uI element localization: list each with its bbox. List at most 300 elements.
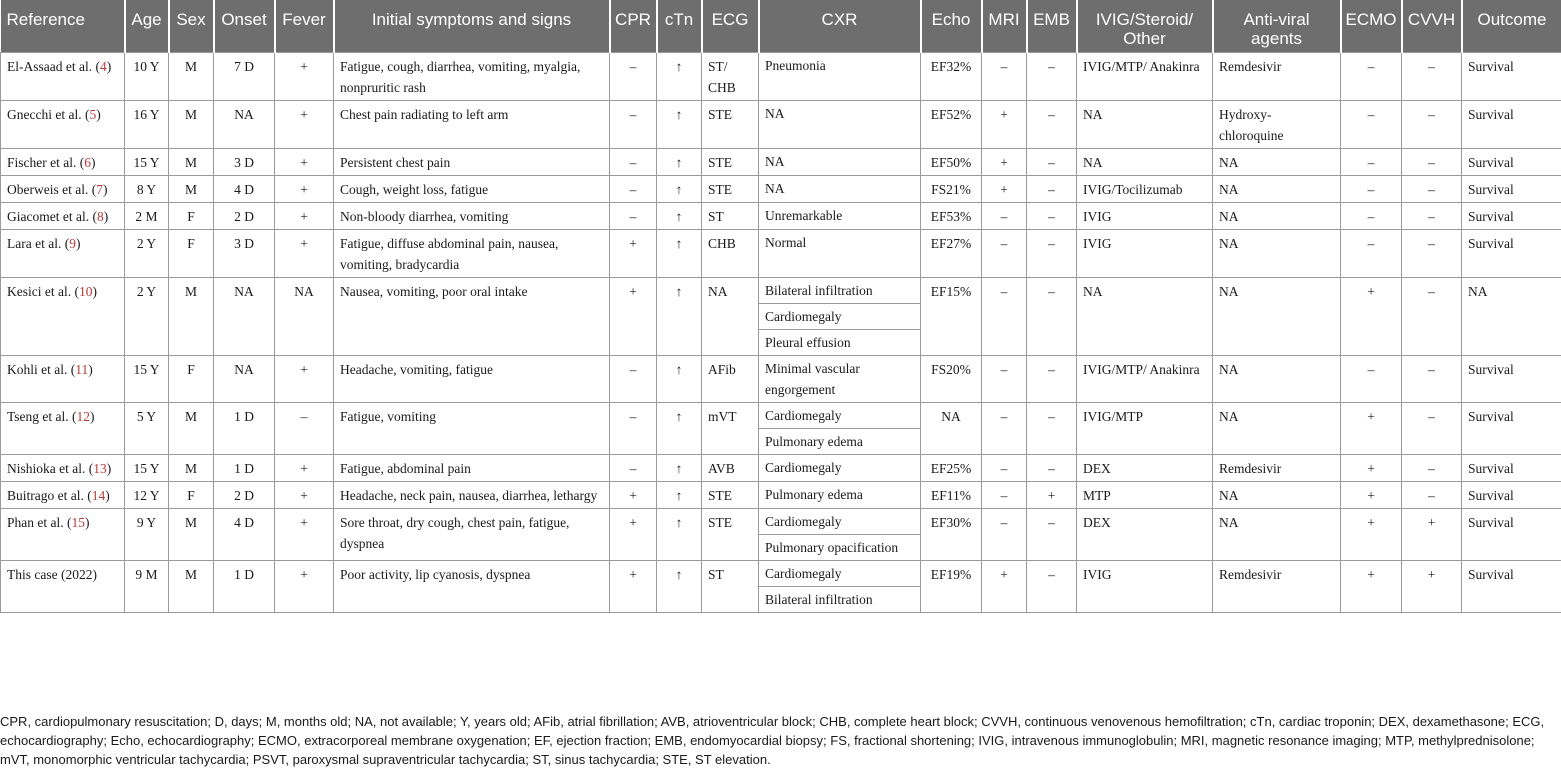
cpr-cell: +	[610, 230, 657, 278]
table-row	[1, 230, 1561, 278]
outcome-cell: Survival	[1462, 403, 1561, 455]
antiviral-cell: Remdesivir	[1213, 455, 1341, 482]
sex-cell: M	[169, 101, 214, 149]
fever-cell: +	[275, 101, 334, 149]
emb-cell: –	[1027, 403, 1077, 455]
reference-text-end: )	[75, 236, 81, 251]
cxr-cell: NA	[759, 149, 921, 176]
age-cell: 2 M	[125, 203, 169, 230]
reference-text-end: )	[96, 107, 101, 122]
outcome-cell: Survival	[1462, 561, 1561, 613]
reference-text-end: )	[88, 362, 93, 377]
reference-text-end: )	[90, 155, 96, 170]
cpr-cell: –	[610, 203, 657, 230]
cvvh-cell: –	[1402, 356, 1462, 403]
cpr-cell: –	[610, 356, 657, 403]
ecmo-cell: –	[1341, 53, 1402, 101]
cxr-cell: Pneumonia	[759, 53, 921, 101]
citation-link[interactable]: 11	[75, 362, 89, 377]
onset-cell: 2 D	[214, 203, 275, 230]
symptoms-cell: Fatigue, abdominal pain	[334, 455, 610, 482]
reference-text: Fischer et al. (	[7, 155, 85, 170]
cpr-cell: –	[610, 149, 657, 176]
column-header: Onset	[214, 0, 275, 53]
cpr-cell: +	[610, 561, 657, 613]
echo-cell: EF19%	[921, 561, 982, 613]
ivig-cell: IVIG/MTP	[1077, 403, 1213, 455]
mri-cell: +	[982, 561, 1027, 613]
ctn-cell: ↑	[657, 278, 702, 356]
ecg-cell: STE	[702, 149, 759, 176]
ctn-cell: ↑	[657, 455, 702, 482]
column-header: IVIG/Steroid/ Other	[1077, 0, 1213, 53]
ivig-cell: IVIG/MTP/ Anakinra	[1077, 53, 1213, 101]
age-cell: 2 Y	[125, 278, 169, 356]
ctn-cell: ↑	[657, 482, 702, 509]
emb-cell: –	[1027, 203, 1077, 230]
table-row	[1, 561, 1561, 587]
symptoms-cell: Fatigue, diffuse abdominal pain, nausea, vomiting, bradycardia	[334, 230, 610, 278]
cxr-cell: NA	[759, 176, 921, 203]
echo-cell: EF15%	[921, 278, 982, 356]
cxr-cell: Cardiomegaly	[759, 455, 921, 482]
ecmo-cell: –	[1341, 101, 1402, 149]
age-cell: 16 Y	[125, 101, 169, 149]
age-cell: 15 Y	[125, 356, 169, 403]
onset-cell: 4 D	[214, 176, 275, 203]
reference-cell	[1, 403, 125, 455]
symptoms-cell: Chest pain radiating to left arm	[334, 101, 610, 149]
fever-cell: +	[275, 509, 334, 561]
column-header: Outcome	[1462, 0, 1561, 53]
emb-cell: –	[1027, 176, 1077, 203]
reference-text: El-Assaad et al. (	[7, 59, 100, 74]
antiviral-cell: Hydroxy- chloroquine	[1213, 101, 1341, 149]
onset-cell: NA	[214, 356, 275, 403]
reference-text-end: )	[90, 409, 95, 424]
ctn-cell: ↑	[657, 230, 702, 278]
citation-link[interactable]: 7	[96, 182, 103, 197]
onset-cell: 4 D	[214, 509, 275, 561]
cpr-cell: +	[610, 482, 657, 509]
age-cell: 15 Y	[125, 149, 169, 176]
ivig-cell: IVIG	[1077, 230, 1213, 278]
column-header: Echo	[921, 0, 982, 53]
reference-text-end: )	[106, 59, 112, 74]
emb-cell: –	[1027, 230, 1077, 278]
sex-cell: M	[169, 149, 214, 176]
outcome-cell: NA	[1462, 278, 1561, 356]
fever-cell: –	[275, 403, 334, 455]
ivig-cell: IVIG	[1077, 561, 1213, 613]
column-header: MRI	[982, 0, 1027, 53]
onset-cell: NA	[214, 101, 275, 149]
ecmo-cell: –	[1341, 176, 1402, 203]
outcome-cell: Survival	[1462, 203, 1561, 230]
echo-cell: EF53%	[921, 203, 982, 230]
echo-cell: FS20%	[921, 356, 982, 403]
fever-cell: +	[275, 176, 334, 203]
age-cell: 2 Y	[125, 230, 169, 278]
antiviral-cell: NA	[1213, 403, 1341, 455]
ctn-cell: ↑	[657, 101, 702, 149]
outcome-cell: Survival	[1462, 356, 1561, 403]
cxr-cell: Pulmonary edema	[759, 429, 921, 455]
ivig-cell: MTP	[1077, 482, 1213, 509]
mri-cell: +	[982, 101, 1027, 149]
outcome-cell: Survival	[1462, 509, 1561, 561]
antiviral-cell: Remdesivir	[1213, 53, 1341, 101]
reference-cell	[1, 482, 125, 509]
cvvh-cell: –	[1402, 176, 1462, 203]
cxr-cell: Cardiomegaly	[759, 304, 921, 330]
ecg-cell: NA	[702, 278, 759, 356]
age-cell: 15 Y	[125, 455, 169, 482]
cvvh-cell: –	[1402, 53, 1462, 101]
column-header: ECG	[702, 0, 759, 53]
ecg-cell: STE	[702, 482, 759, 509]
ecg-cell: STE	[702, 176, 759, 203]
cxr-cell: Pleural effusion	[759, 330, 921, 356]
reference-text: Tseng et al. (	[7, 409, 77, 424]
reference-text: Kohli et al. (	[7, 362, 76, 377]
ctn-cell: ↑	[657, 203, 702, 230]
citation-link[interactable]: 13	[93, 461, 107, 476]
ecmo-cell: +	[1341, 403, 1402, 455]
ivig-cell: IVIG/MTP/ Anakinra	[1077, 356, 1213, 403]
citation-link[interactable]: 8	[96, 209, 104, 224]
symptoms-cell: Sore throat, dry cough, chest pain, fatigue, dyspnea	[334, 509, 610, 561]
outcome-cell: Survival	[1462, 149, 1561, 176]
emb-cell: –	[1027, 53, 1077, 101]
echo-cell: EF50%	[921, 149, 982, 176]
echo-cell: EF27%	[921, 230, 982, 278]
fever-cell: NA	[275, 278, 334, 356]
onset-cell: 7 D	[214, 53, 275, 101]
antiviral-cell: NA	[1213, 149, 1341, 176]
antiviral-cell: NA	[1213, 203, 1341, 230]
citation-link[interactable]: 15	[71, 515, 85, 530]
reference-cell	[1, 561, 125, 613]
sex-cell: F	[169, 230, 214, 278]
ctn-cell: ↑	[657, 403, 702, 455]
column-header: cTn	[657, 0, 702, 53]
table-row	[1, 53, 1561, 101]
cvvh-cell: +	[1402, 561, 1462, 613]
reference-cell	[1, 176, 125, 203]
cxr-cell: Normal	[759, 230, 921, 278]
reference-text-end: )	[92, 284, 97, 299]
reference-text-end: )	[84, 515, 90, 530]
fever-cell: +	[275, 203, 334, 230]
antiviral-cell: NA	[1213, 356, 1341, 403]
mri-cell: –	[982, 482, 1027, 509]
emb-cell: –	[1027, 561, 1077, 613]
mri-cell: –	[982, 230, 1027, 278]
cxr-cell: Cardiomegaly	[759, 561, 921, 587]
ivig-cell: NA	[1077, 149, 1213, 176]
outcome-cell: Survival	[1462, 101, 1561, 149]
reference-text: Buitrago et al. (	[7, 488, 92, 503]
ecg-cell: AVB	[702, 455, 759, 482]
sex-cell: M	[169, 455, 214, 482]
table-row	[1, 455, 1561, 482]
emb-cell: –	[1027, 356, 1077, 403]
mri-cell: –	[982, 509, 1027, 561]
ecmo-cell: +	[1341, 482, 1402, 509]
cxr-cell: NA	[759, 101, 921, 149]
ecmo-cell: +	[1341, 455, 1402, 482]
antiviral-cell: NA	[1213, 278, 1341, 356]
reference-cell	[1, 230, 125, 278]
column-header: EMB	[1027, 0, 1077, 53]
ctn-cell: ↑	[657, 53, 702, 101]
symptoms-cell: Headache, neck pain, nausea, diarrhea, lethargy	[334, 482, 610, 509]
sex-cell: M	[169, 176, 214, 203]
ecmo-cell: –	[1341, 230, 1402, 278]
reference-text: Kesici et al. (	[7, 284, 79, 299]
ctn-cell: ↑	[657, 509, 702, 561]
echo-cell: EF25%	[921, 455, 982, 482]
ctn-cell: ↑	[657, 356, 702, 403]
reference-text: Phan et al. (	[7, 515, 72, 530]
antiviral-cell: NA	[1213, 230, 1341, 278]
column-header: CVVH	[1402, 0, 1462, 53]
ecg-cell: ST/ CHB	[702, 53, 759, 101]
citation-link[interactable]: 9	[69, 236, 76, 251]
header-row	[1, 0, 1561, 53]
reference-cell	[1, 101, 125, 149]
mri-cell: –	[982, 278, 1027, 356]
reference-text-end: )	[102, 182, 108, 197]
table-row	[1, 101, 1561, 149]
sex-cell: F	[169, 356, 214, 403]
fever-cell: +	[275, 482, 334, 509]
ecg-cell: ST	[702, 203, 759, 230]
cvvh-cell: –	[1402, 403, 1462, 455]
outcome-cell: Survival	[1462, 455, 1561, 482]
ecmo-cell: +	[1341, 509, 1402, 561]
ecg-cell: CHB	[702, 230, 759, 278]
cxr-cell: Pulmonary opacification	[759, 535, 921, 561]
table-row	[1, 482, 1561, 509]
cvvh-cell: +	[1402, 509, 1462, 561]
reference-cell	[1, 203, 125, 230]
sex-cell: M	[169, 403, 214, 455]
reference-cell	[1, 356, 125, 403]
outcome-cell: Survival	[1462, 53, 1561, 101]
outcome-cell: Survival	[1462, 176, 1561, 203]
reference-text: Gnecchi et al. (	[7, 107, 90, 122]
mri-cell: –	[982, 455, 1027, 482]
column-header: Reference	[1, 0, 125, 53]
outcome-cell: Survival	[1462, 482, 1561, 509]
echo-cell: EF52%	[921, 101, 982, 149]
fever-cell: +	[275, 356, 334, 403]
cvvh-cell: –	[1402, 149, 1462, 176]
cxr-cell: Unremarkable	[759, 203, 921, 230]
symptoms-cell: Nausea, vomiting, poor oral intake	[334, 278, 610, 356]
sex-cell: M	[169, 278, 214, 356]
sex-cell: F	[169, 203, 214, 230]
reference-text: Oberweis et al. (	[7, 182, 97, 197]
reference-cell	[1, 455, 125, 482]
reference-cell	[1, 509, 125, 561]
mri-cell: –	[982, 203, 1027, 230]
mri-cell: –	[982, 53, 1027, 101]
onset-cell: 1 D	[214, 403, 275, 455]
ctn-cell: ↑	[657, 176, 702, 203]
antiviral-cell: NA	[1213, 509, 1341, 561]
column-header: Initial symptoms and signs	[334, 0, 610, 53]
reference-text: This case (2022)	[7, 567, 97, 582]
antiviral-cell: NA	[1213, 482, 1341, 509]
emb-cell: –	[1027, 149, 1077, 176]
fever-cell: +	[275, 561, 334, 613]
cxr-cell: Minimal vascular engorgement	[759, 356, 921, 403]
citation-link[interactable]: 12	[76, 409, 91, 424]
ivig-cell: DEX	[1077, 509, 1213, 561]
symptoms-cell: Poor activity, lip cyanosis, dyspnea	[334, 561, 610, 613]
sex-cell: M	[169, 561, 214, 613]
mri-cell: +	[982, 149, 1027, 176]
cpr-cell: –	[610, 176, 657, 203]
onset-cell: 1 D	[214, 561, 275, 613]
cxr-cell: Cardiomegaly	[759, 403, 921, 429]
column-header: Sex	[169, 0, 214, 53]
symptoms-cell: Non-bloody diarrhea, vomiting	[334, 203, 610, 230]
sex-cell: M	[169, 509, 214, 561]
cvvh-cell: –	[1402, 455, 1462, 482]
cpr-cell: –	[610, 403, 657, 455]
cpr-cell: –	[610, 53, 657, 101]
table-row	[1, 356, 1561, 403]
ecmo-cell: –	[1341, 356, 1402, 403]
cxr-cell: Cardiomegaly	[759, 509, 921, 535]
table-row	[1, 149, 1561, 176]
cxr-cell: Bilateral infiltration	[759, 278, 921, 304]
reference-text: Nishioka et al. (	[7, 461, 94, 476]
echo-cell: NA	[921, 403, 982, 455]
table-footnote: CPR, cardiopulmonary resuscitation; D, days; M, months old; NA, not available; Y, years old; AFib, atrial fibrillation; AVB, atrioventricular block; CHB, complete heart block; CVVH, continuous venovenous hemofiltration; cTn, cardiac troponin; DEX, dexamethasone; ECG, echocardiography; Echo, echocardiography; ECMO, extracorporeal membrane oxygenation; EF, ejection fraction; EMB, endomyocardial biopsy; FS, fractional shortening; IVIG, intravenous immunoglobulin; MRI, magnetic resonance imaging; MTP, methylprednisolone; mVT, monomorphic ventricular tachycardia; PSVT, paroxysmal supraventricular tachycardia; ST, sinus tachycardia; STE, ST elevation.	[0, 714, 1545, 767]
citation-link[interactable]: 14	[91, 488, 106, 503]
table-body	[1, 53, 1561, 613]
ecmo-cell: +	[1341, 278, 1402, 356]
onset-cell: NA	[214, 278, 275, 356]
cvvh-cell: –	[1402, 482, 1462, 509]
column-header: ECMO	[1341, 0, 1402, 53]
fever-cell: +	[275, 230, 334, 278]
reference-text: Giacomet et al. (	[7, 209, 97, 224]
cvvh-cell: –	[1402, 203, 1462, 230]
citation-link[interactable]: 10	[78, 284, 93, 299]
emb-cell: +	[1027, 482, 1077, 509]
reference-cell	[1, 53, 125, 101]
cpr-cell: –	[610, 455, 657, 482]
onset-cell: 3 D	[214, 230, 275, 278]
cpr-cell: –	[610, 101, 657, 149]
ivig-cell: DEX	[1077, 455, 1213, 482]
antiviral-cell: Remdesivir	[1213, 561, 1341, 613]
age-cell: 8 Y	[125, 176, 169, 203]
ecmo-cell: –	[1341, 149, 1402, 176]
cpr-cell: +	[610, 278, 657, 356]
reference-text-end: )	[103, 209, 109, 224]
symptoms-cell: Fatigue, vomiting	[334, 403, 610, 455]
echo-cell: EF30%	[921, 509, 982, 561]
mri-cell: –	[982, 356, 1027, 403]
table-row	[1, 509, 1561, 535]
ivig-cell: IVIG/Tocilizumab	[1077, 176, 1213, 203]
citation-link[interactable]: 5	[89, 107, 97, 122]
symptoms-cell: Persistent chest pain	[334, 149, 610, 176]
fever-cell: +	[275, 455, 334, 482]
cvvh-cell: –	[1402, 101, 1462, 149]
onset-cell: 3 D	[214, 149, 275, 176]
echo-cell: FS21%	[921, 176, 982, 203]
echo-cell: EF32%	[921, 53, 982, 101]
age-cell: 9 Y	[125, 509, 169, 561]
fever-cell: +	[275, 53, 334, 101]
ecg-cell: AFib	[702, 356, 759, 403]
echo-cell: EF11%	[921, 482, 982, 509]
sex-cell: M	[169, 53, 214, 101]
outcome-cell: Survival	[1462, 230, 1561, 278]
ivig-cell: IVIG	[1077, 203, 1213, 230]
cxr-cell: Pulmonary edema	[759, 482, 921, 509]
cpr-cell: +	[610, 509, 657, 561]
cvvh-cell: –	[1402, 278, 1462, 356]
citation-link[interactable]: 6	[84, 155, 91, 170]
mri-cell: +	[982, 176, 1027, 203]
age-cell: 12 Y	[125, 482, 169, 509]
reference-cell	[1, 278, 125, 356]
emb-cell: –	[1027, 101, 1077, 149]
table-row	[1, 403, 1561, 429]
fever-cell: +	[275, 149, 334, 176]
ivig-cell: NA	[1077, 101, 1213, 149]
symptoms-cell: Fatigue, cough, diarrhea, vomiting, myalgia, nonpruritic rash	[334, 53, 610, 101]
column-header: CXR	[759, 0, 921, 53]
citation-link[interactable]: 4	[99, 59, 107, 74]
symptoms-cell: Cough, weight loss, fatigue	[334, 176, 610, 203]
ecmo-cell: –	[1341, 203, 1402, 230]
column-header: Anti-viral agents	[1213, 0, 1341, 53]
ecg-cell: STE	[702, 101, 759, 149]
cxr-cell: Bilateral infiltration	[759, 587, 921, 613]
emb-cell: –	[1027, 455, 1077, 482]
reference-text: Lara et al. (	[7, 236, 70, 251]
table-row	[1, 278, 1561, 304]
reference-cell	[1, 149, 125, 176]
table-row	[1, 176, 1561, 203]
ctn-cell: ↑	[657, 149, 702, 176]
emb-cell: –	[1027, 509, 1077, 561]
ecg-cell: STE	[702, 509, 759, 561]
ivig-cell: NA	[1077, 278, 1213, 356]
cvvh-cell: –	[1402, 230, 1462, 278]
emb-cell: –	[1027, 278, 1077, 356]
ctn-cell: ↑	[657, 561, 702, 613]
onset-cell: 2 D	[214, 482, 275, 509]
column-header: Age	[125, 0, 169, 53]
ecg-cell: mVT	[702, 403, 759, 455]
reference-text-end: )	[105, 488, 110, 503]
table-row	[1, 203, 1561, 230]
age-cell: 10 Y	[125, 53, 169, 101]
mri-cell: –	[982, 403, 1027, 455]
reference-text-end: )	[106, 461, 112, 476]
